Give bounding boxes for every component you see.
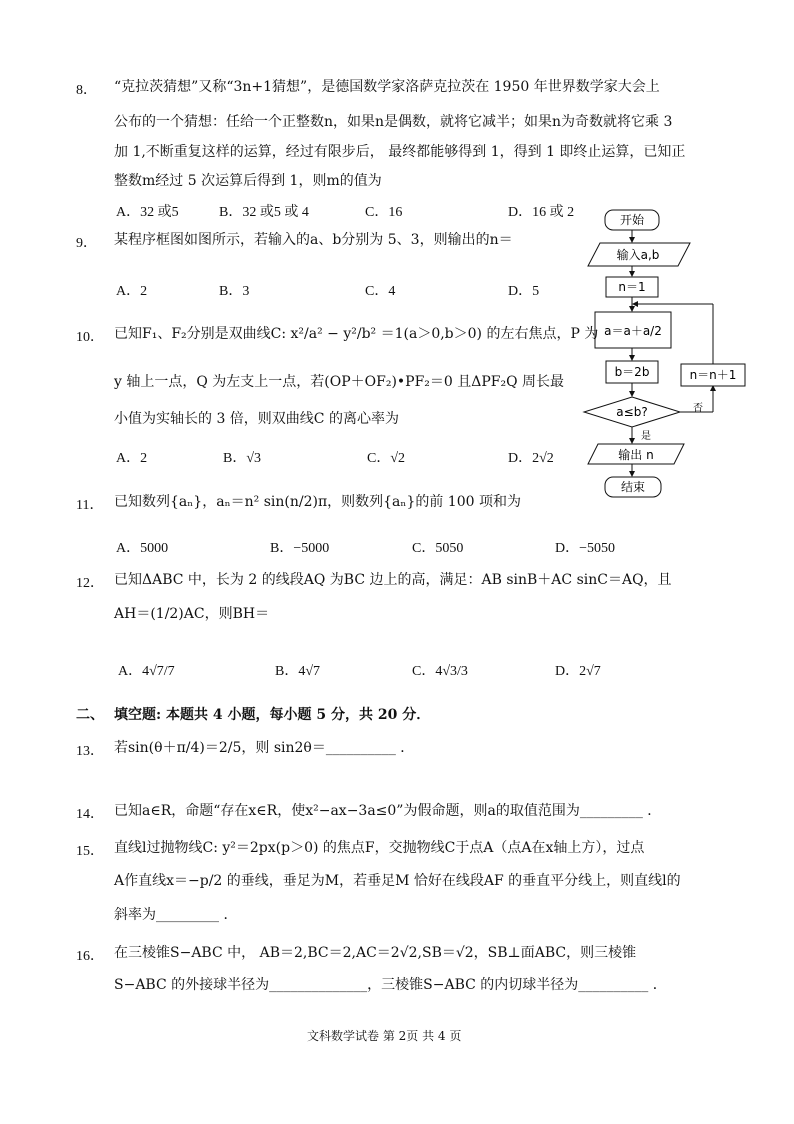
question-9-option-a[interactable]: A．2 — [116, 284, 148, 299]
section-2-number: 二、 — [76, 707, 104, 723]
flowchart-input-label: 输入a,b — [616, 248, 660, 262]
flowchart-no-label: 否 — [693, 403, 703, 414]
question-8-line-2: 公布的一个猜想：任给一个正整数n，如果n是偶数，就将它减半；如果n为奇数就将它乘 3 — [114, 114, 673, 130]
question-12-option-d[interactable]: D．2√7 — [555, 664, 601, 679]
question-15-line-1: 直线l过抛物线C: y²＝2px(p＞0) 的焦点F，交抛物线C于点A（点A在x轴上方），过点 — [114, 840, 645, 856]
question-12-number: 12． — [76, 576, 104, 591]
flowchart-increment-label: n＝n＋1 — [689, 368, 737, 382]
question-9-option-c[interactable]: C．4 — [365, 284, 396, 299]
question-8-option-c[interactable]: C．16 — [365, 205, 403, 220]
question-9-text: 某程序框图如图所示，若输入的a、b分别为 5、3，则输出的n＝ — [114, 232, 513, 248]
question-8-option-d[interactable]: D．16 或 2 — [508, 205, 575, 220]
question-11-text: 已知数列{aₙ}，aₙ＝n² sin(n/2)π，则数列{aₙ}的前 100 项和为 — [114, 494, 521, 510]
question-10-line-1: 已知F₁、F₂分别是双曲线C: x²/a² − y²/b² ＝1(a＞0,b＞0) 的左右焦点，P 为 — [114, 326, 599, 342]
question-8-number: 8． — [76, 83, 97, 98]
question-10-option-a[interactable]: A．2 — [116, 451, 148, 466]
program-flowchart — [580, 204, 750, 504]
question-11-option-c[interactable]: C．5050 — [412, 541, 464, 556]
question-15-line-2: A作直线x＝−p/2 的垂线，垂足为M，若垂足M 恰好在线段AF 的垂直平分线上，则直线l的 — [114, 873, 681, 889]
question-13-text: 若sin(θ＋π/4)＝2/5，则 sin2θ＝__________ ． — [114, 740, 415, 756]
question-10-line-2: y 轴上一点，Q 为左支上一点，若(OP＋OF₂)•PF₂＝0 且ΔPF₂Q 周长最 — [114, 374, 565, 390]
flowchart-yes-label: 是 — [641, 431, 651, 442]
question-9-option-d[interactable]: D．5 — [508, 284, 540, 299]
question-10-option-d[interactable]: D．2√2 — [508, 451, 554, 466]
question-8-line-1: “克拉茨猜想”又称“3n+1猜想”，是德国数学家洛萨克拉茨在 1950 年世界数学家大会上 — [114, 79, 660, 95]
question-16-line-2: S−ABC 的外接球半径为______________，三棱锥S−ABC 的内切球半径为__________ ． — [114, 977, 667, 993]
question-12-option-c[interactable]: C．4√3/3 — [412, 664, 468, 679]
question-14-text: 已知a∈R，命题“存在x∈R，使x²−ax−3a≤0”为假命题，则a的取值范围为_________ ． — [114, 803, 662, 819]
question-10-number: 10． — [76, 330, 104, 345]
flowchart-condition-label: a≤b? — [616, 405, 648, 419]
question-15-line-3: 斜率为_________ ． — [114, 907, 238, 923]
flowchart-output-label: 输出 n — [618, 448, 654, 462]
question-11-option-d[interactable]: D．−5050 — [555, 541, 616, 556]
question-10-option-c[interactable]: C．√2 — [367, 451, 406, 466]
flowchart-step-a-label: a＝a＋a/2 — [604, 324, 662, 338]
flowchart-init-label: n＝1 — [618, 280, 646, 294]
question-11-option-a[interactable]: A．5000 — [116, 541, 169, 556]
question-12-line-1: 已知ΔABC 中，长为 2 的线段AQ 为BC 边上的高，满足：AB sinB＋AC sinC＝AQ，且 — [114, 572, 672, 588]
question-14-number: 14． — [76, 807, 104, 822]
flowchart-start-label: 开始 — [619, 213, 645, 227]
question-15-number: 15． — [76, 844, 104, 859]
question-16-number: 16． — [76, 949, 104, 964]
page-footer: 文科数学试卷 第 2页 共 4 页 — [307, 1029, 462, 1043]
question-12-option-a[interactable]: A．4√7/7 — [118, 664, 175, 679]
question-10-line-3: 小值为实轴长的 3 倍，则双曲线C 的离心率为 — [114, 411, 399, 427]
question-9-option-b[interactable]: B．3 — [219, 284, 250, 299]
question-9-number: 9． — [76, 236, 97, 251]
section-2-title: 填空题: 本题共 4 小题，每小题 5 分，共 20 分． — [114, 707, 431, 723]
question-12-option-b[interactable]: B．4√7 — [275, 664, 321, 679]
question-12-line-2: AH＝(1/2)AC，则BH＝ — [114, 606, 270, 622]
question-10-option-b[interactable]: B．√3 — [223, 451, 262, 466]
question-8-option-b[interactable]: B．32 或5 或 4 — [219, 205, 309, 220]
question-13-number: 13． — [76, 744, 104, 759]
question-8-line-4: 整数m经过 5 次运算后得到 1，则m的值为 — [114, 173, 382, 189]
question-8-option-a[interactable]: A．32 或5 — [116, 205, 179, 220]
question-8-line-3: 加 1,不断重复这样的运算，经过有限步后， 最终都能够得到 1，得到 1 即终止运算，已知正 — [114, 144, 686, 160]
flowchart-end-label: 结束 — [620, 480, 646, 494]
question-11-number: 11． — [76, 498, 104, 513]
flowchart-step-b-label: b＝2b — [614, 365, 650, 379]
question-11-option-b[interactable]: B．−5000 — [270, 541, 330, 556]
question-16-line-1: 在三棱锥S−ABC 中， AB＝2,BC＝2,AC＝2√2,SB＝√2，SB⊥面ABC，则三棱锥 — [114, 945, 637, 961]
